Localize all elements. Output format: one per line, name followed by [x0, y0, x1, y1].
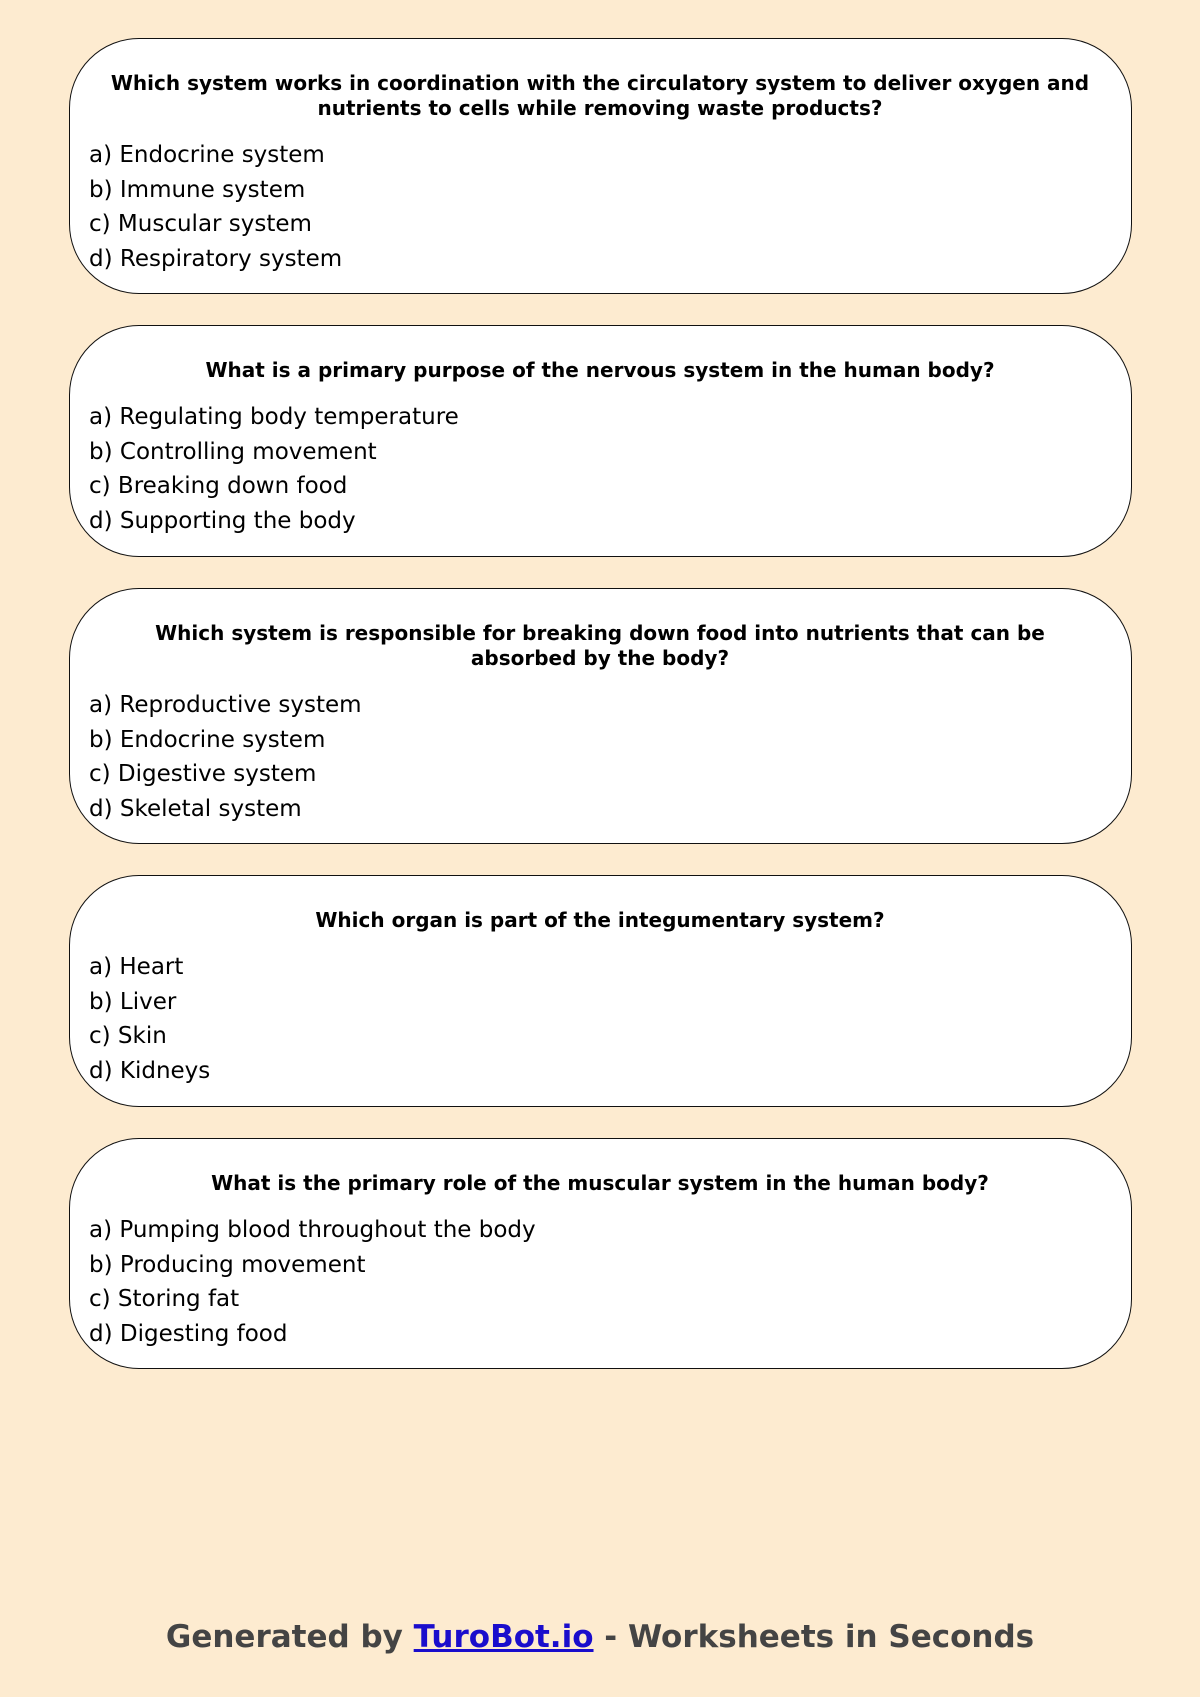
option-a: a) Reproductive system: [89, 692, 362, 718]
question-text: Which organ is part of the integumentary system?: [315, 908, 885, 932]
option-a: a) Regulating body temperature: [89, 404, 459, 430]
footer: [0, 1617, 1200, 1657]
question-list: [69, 38, 1132, 1400]
question-card-4: [69, 875, 1132, 1107]
question-card-3: [69, 588, 1132, 844]
option-list: [89, 1213, 1111, 1351]
option-c: c) Breaking down food: [89, 473, 348, 499]
question-card-1: [69, 38, 1132, 294]
option-c: c) Muscular system: [89, 211, 312, 237]
option-list: [89, 688, 1111, 826]
option-a: a) Heart: [89, 954, 184, 980]
option-d: d) Kidneys: [89, 1057, 211, 1084]
option-c: c) Digestive system: [89, 761, 317, 787]
option-c: c) Skin: [89, 1023, 167, 1049]
option-b: b) Producing movement: [89, 1251, 366, 1278]
option-list: [89, 400, 1111, 538]
footer-prefix: Generated by: [165, 1619, 414, 1655]
option-d: d) Respiratory system: [89, 245, 343, 272]
option-b: b) Immune system: [89, 176, 306, 203]
turobot-link[interactable]: TuroBot.io: [413, 1619, 594, 1655]
option-list: [89, 950, 1111, 1088]
option-a: a) Pumping blood throughout the body: [89, 1217, 536, 1243]
option-b: b) Controlling movement: [89, 438, 377, 465]
question-card-2: [69, 325, 1132, 557]
footer-suffix: - Worksheets in Seconds: [593, 1619, 1035, 1655]
question-text: Which system works in coordination with the circulatory system to deliver oxygen and nutrients to cells while removing waste products?: [110, 71, 1090, 120]
option-a: a) Endocrine system: [89, 142, 325, 168]
option-b: b) Endocrine system: [89, 726, 326, 753]
option-d: d) Supporting the body: [89, 507, 356, 534]
option-d: d) Digesting food: [89, 1320, 288, 1347]
option-b: b) Liver: [89, 988, 177, 1015]
question-text: What is the primary role of the muscular system in the human body?: [211, 1171, 989, 1195]
option-list: [89, 138, 1111, 276]
option-d: d) Skeletal system: [89, 795, 302, 822]
option-c: c) Storing fat: [89, 1286, 240, 1312]
question-text: What is a primary purpose of the nervous system in the human body?: [205, 358, 995, 382]
question-card-5: [69, 1138, 1132, 1369]
question-text: Which system is responsible for breaking down food into nutrients that can be absorbed by the body?: [155, 621, 1045, 670]
